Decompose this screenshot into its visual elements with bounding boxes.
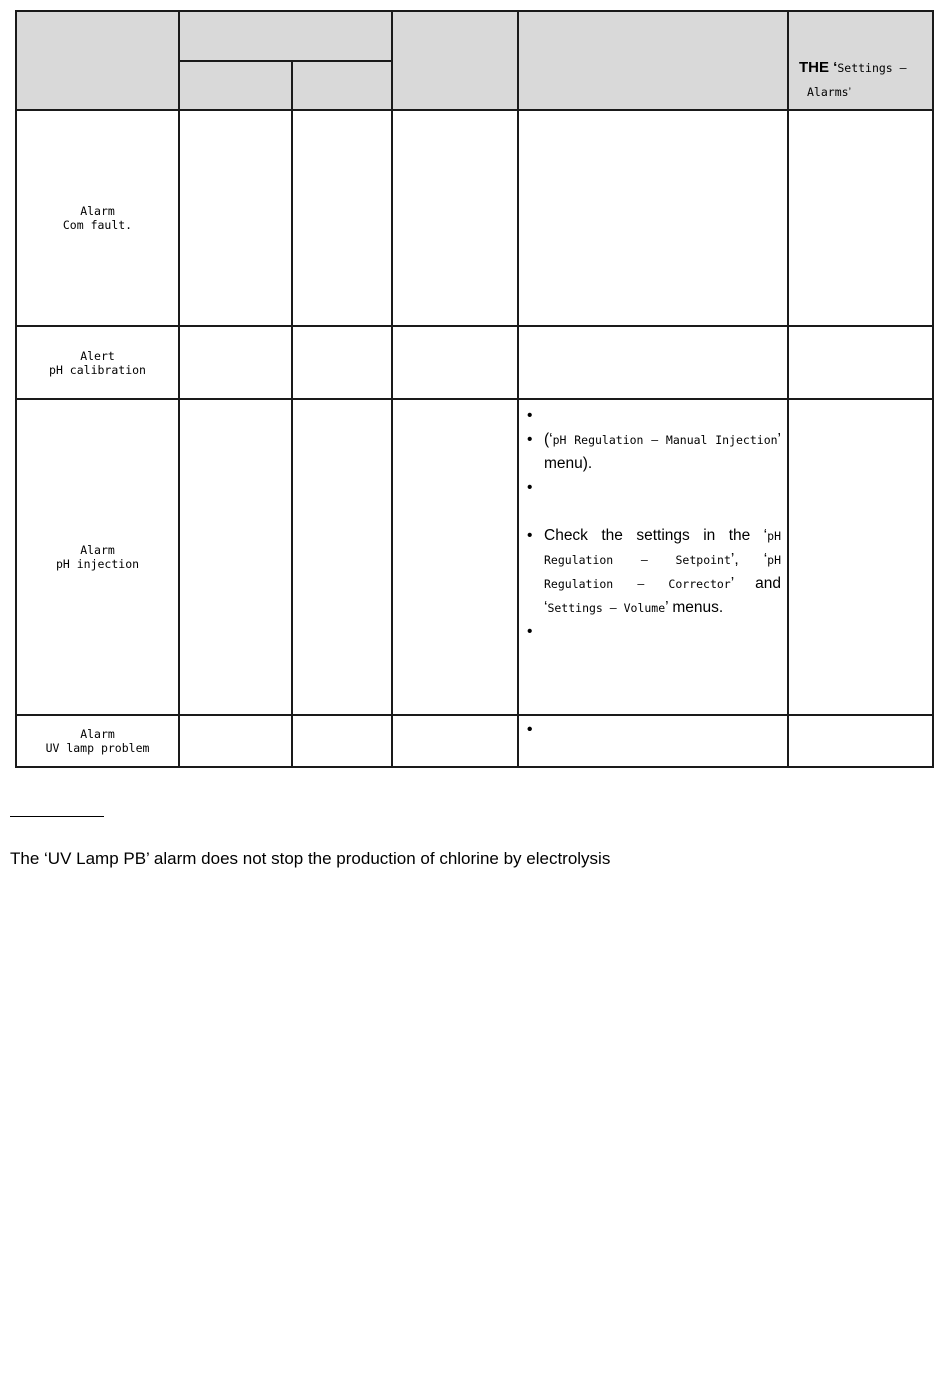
- table-row: [16, 110, 933, 326]
- cell: [179, 110, 292, 326]
- cell: [392, 399, 518, 715]
- cell: [292, 110, 392, 326]
- cell: [179, 399, 292, 715]
- cell: [788, 326, 933, 399]
- header-subcell-b: [292, 61, 392, 110]
- text-fragment: (‘: [544, 431, 553, 448]
- list-spacer: [525, 500, 781, 524]
- header-cell-5: [518, 11, 788, 110]
- text-fragment: Check the settings in the ‘: [544, 527, 768, 544]
- text-fragment: ’ and ‘: [544, 575, 781, 616]
- condition-cell: [16, 715, 179, 767]
- condition-type: Alarm: [80, 543, 115, 557]
- menu-name: pH Regulation – Corrector: [544, 553, 781, 591]
- condition-cell: [16, 110, 179, 326]
- list-item: [525, 524, 781, 620]
- condition-label: Com fault.: [62, 218, 133, 232]
- action-list: [525, 404, 781, 620]
- menu-name: pH Regulation – Manual Injection: [552, 433, 778, 447]
- condition-label: pH injection: [55, 557, 140, 571]
- cell: [292, 399, 392, 715]
- cell: [788, 399, 933, 715]
- header-prefix: THE: [799, 59, 829, 76]
- header-cell-group: [179, 11, 392, 61]
- table-row: [16, 399, 933, 715]
- header-subcell-a: [179, 61, 292, 110]
- cell: [179, 715, 292, 767]
- actions-cell: [518, 326, 788, 399]
- condition-type: Alarm: [80, 204, 115, 218]
- text-fragment: ’ menus.: [665, 599, 724, 616]
- cell: [788, 715, 933, 767]
- condition-label: UV lamp problem: [45, 741, 150, 755]
- cell: [292, 326, 392, 399]
- list-spacer: [525, 476, 781, 500]
- cell: [179, 326, 292, 399]
- header-cell-1: [16, 11, 179, 110]
- text-fragment: ’, ‘: [730, 551, 768, 568]
- condition-type: Alert: [80, 348, 115, 363]
- header-cell-4: [392, 11, 518, 110]
- actions-cell: [518, 715, 788, 767]
- cell: [392, 715, 518, 767]
- condition-cell: [16, 399, 179, 715]
- header-cell-settings: THE ‘Settings – Alarms’: [788, 11, 933, 110]
- list-spacer: [525, 404, 781, 428]
- menu-name: pH Regulation – Setpoint: [544, 529, 781, 567]
- header-settings-text: Settings –: [837, 61, 907, 75]
- list-item-continuation: [525, 428, 781, 476]
- actions-cell: [518, 399, 788, 715]
- alarm-table: [15, 10, 934, 768]
- footnote-separator: [10, 816, 104, 817]
- condition-label: pH calibration: [49, 362, 146, 377]
- actions-cell: [518, 110, 788, 326]
- cell: [292, 715, 392, 767]
- condition-type: Alarm: [80, 727, 115, 741]
- menu-name: Settings – Volume: [547, 601, 666, 615]
- table-row: [16, 326, 933, 399]
- header-alarms-text: Alarms: [807, 85, 849, 99]
- cell: [788, 110, 933, 326]
- cell: [392, 326, 518, 399]
- text-fragment: ’ menu).: [544, 431, 781, 472]
- cell: [392, 110, 518, 326]
- footnote-text: The ‘UV Lamp PB’ alarm does not stop the production of chlorine by electrolysis: [10, 849, 611, 868]
- condition-cell: [16, 326, 179, 399]
- table-row: [16, 715, 933, 767]
